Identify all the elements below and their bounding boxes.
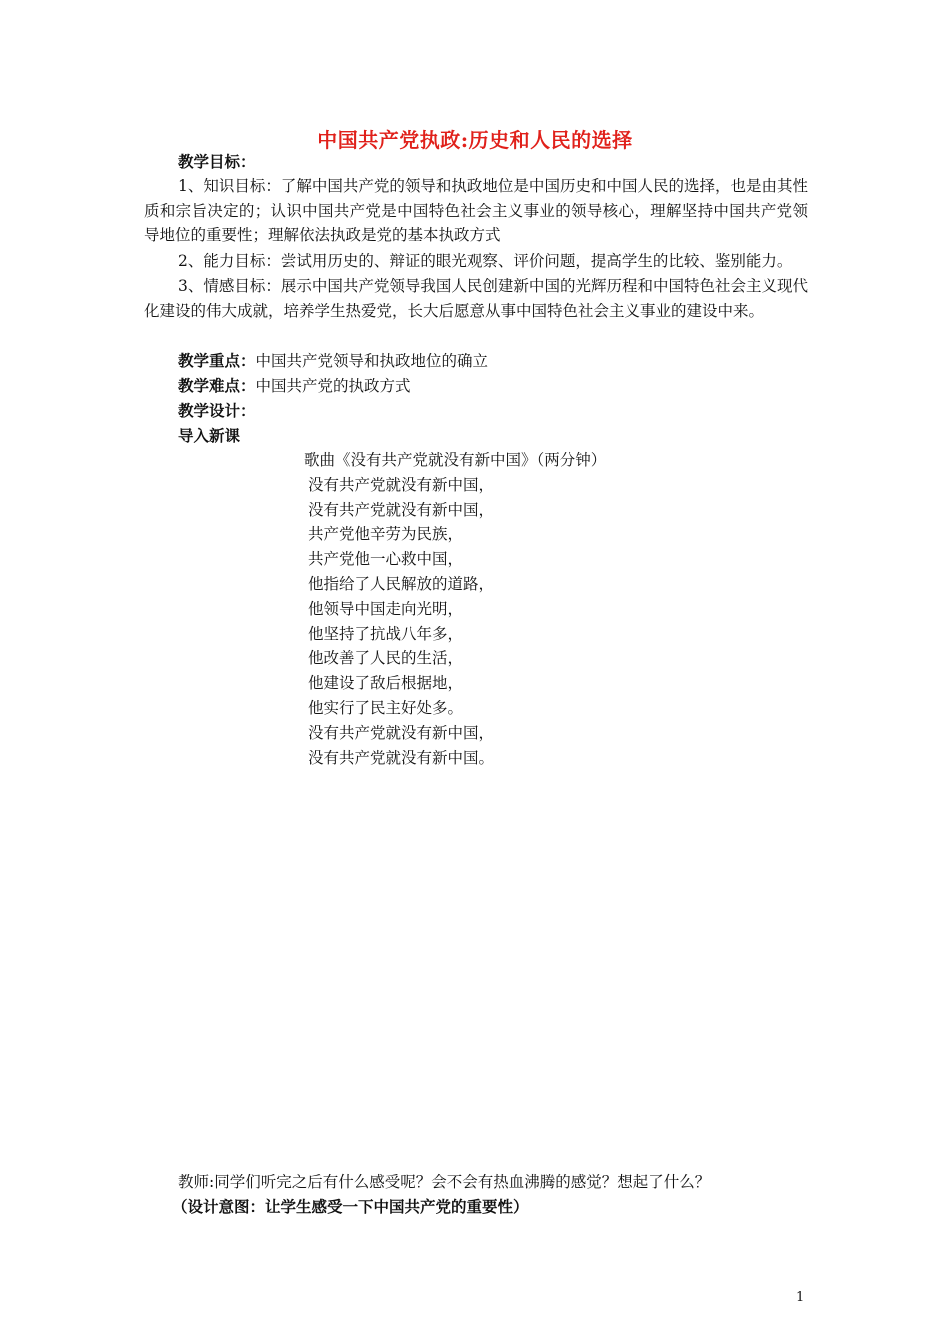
song-line: 他建设了敌后根据地， (308, 674, 464, 693)
objective-knowledge: 1、知识目标：了解中国共产党的领导和执政地位是中国历史和中国人民的选择，也是由其性质和宗旨决定的；认识中国共产党是中国特色社会主义事业的领导核心，理解坚持中国共产党领导地位的重要性；理解依法执政是党的基本执政方式 (144, 177, 808, 244)
objective-emotion: 3、情感目标：展示中国共产党领导我国人民创建新中国的光辉历程和中国特色社会主义现代化建设的伟大成就，培养学生热爱党，长大后愿意从事中国特色社会主义事业的建设中来。 (144, 277, 808, 320)
difficulty-label: 教学难点： (178, 376, 256, 395)
song-line: 没有共产党就没有新中国。 (308, 748, 495, 767)
difficulty-text: 中国共产党的执政方式 (255, 377, 411, 395)
key-point-label: 教学重点： (178, 351, 256, 370)
song-line: 共产党他辛劳为民族， (308, 525, 464, 544)
objectives-heading: 教学目标： (178, 152, 256, 171)
key-point-row (178, 349, 488, 373)
song-lyrics (304, 448, 607, 770)
song-line: 他领导中国走向光明， (308, 599, 464, 618)
song-line: 他改善了人民的生活， (308, 649, 464, 668)
song-line: 他坚持了抗战八年多， (308, 624, 464, 643)
song-line: 他指给了人民解放的道路， (308, 574, 495, 593)
teacher-line: 教师:同学们听完之后有什么感受呢？会不会有热血沸腾的感觉？想起了什么？ (178, 1173, 711, 1191)
key-point-text: 中国共产党领导和执政地位的确立 (255, 352, 489, 370)
song-line: 共产党他一心救中国， (308, 550, 464, 569)
song-line: 他实行了民主好处多。 (308, 698, 464, 717)
design-heading: 教学设计： (178, 401, 256, 420)
song-line: 没有共产党就没有新中国， (308, 500, 495, 519)
objective-ability: 2、能力目标：尝试用历史的、辩证的眼光观察、评价问题，提高学生的比较、鉴别能力。 (178, 252, 793, 270)
song-line: 没有共产党就没有新中国， (308, 475, 495, 494)
page-title: 中国共产党执政:历史和人民的选择 (317, 128, 633, 152)
design-note: （设计意图：让学生感受一下中国共产党的重要性） (172, 1197, 529, 1216)
intro-heading: 导入新课 (178, 426, 241, 445)
song-title: 歌曲《没有共产党就没有新中国》（两分钟） (304, 451, 607, 469)
difficulty-row (178, 374, 411, 398)
song-line: 没有共产党就没有新中国， (308, 723, 495, 742)
page-number: 1 (796, 1290, 805, 1305)
